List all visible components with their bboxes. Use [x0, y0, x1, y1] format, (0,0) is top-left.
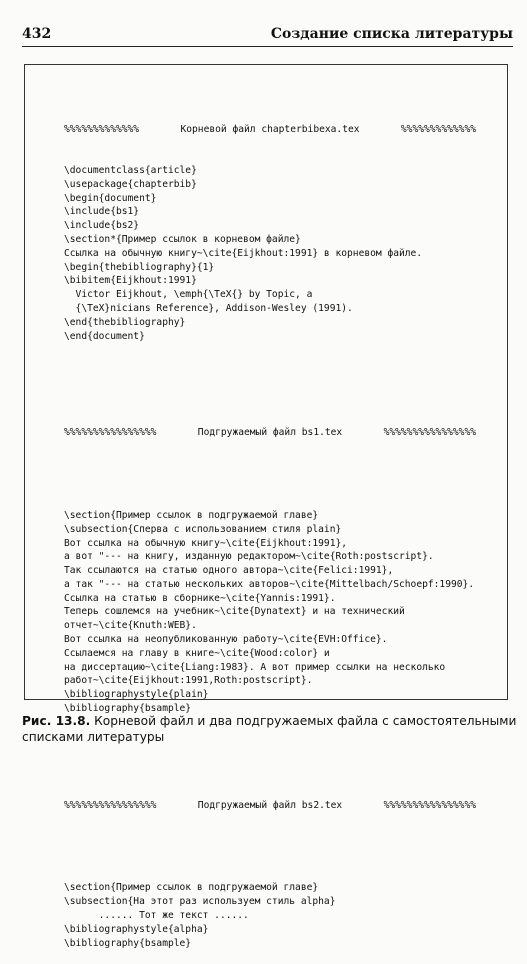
figure-caption [22, 713, 518, 745]
code-line: а вот "--- на книгу, изданную редактором~\cite{Roth:postscript}. [64, 551, 434, 563]
code-line: \bibliography{bsample} [64, 703, 192, 715]
banner-left: %%%%%%%%%%%%%%%% [64, 799, 157, 811]
code-line: \bibliographystyle{plain} [64, 689, 209, 701]
banner-left: %%%%%%%%%%%%%%%% [64, 427, 157, 439]
code-line: Ссылаемся на главу в книге~\cite{Wood:color} и [64, 647, 330, 659]
code-line: \section*{Пример ссылок в корневом файле} [64, 233, 301, 245]
code-line: \end{document} [64, 330, 145, 342]
code-line: \usepackage{chapterbib} [64, 178, 197, 190]
code-line: Вот ссылка на неопубликованную работу~\cite{EVH:Office}. [64, 634, 388, 646]
code-line: \bibliography{bsample} [64, 937, 192, 949]
code-line: Так ссылаются на статью одного автора~\cite{Felici:1991}, [64, 565, 394, 577]
code-line: \include{bs2} [64, 220, 140, 232]
main-file-banner [64, 123, 476, 137]
caption-text: Корневой файл и два подгружаемых файла с самостоятельными списками литературы [22, 714, 517, 744]
code-line: \subsection{На этот раз используем стиль alpha} [64, 896, 336, 908]
page-number: 432 [22, 26, 52, 42]
bs2-file-title: Подгружаемый файл bs2.tex [197, 799, 343, 811]
code-line: \bibliographystyle{alpha} [64, 923, 209, 935]
running-title: Создание списка литературы [270, 26, 513, 42]
code-line: на диссертацию~\cite{Liang:1983}. А вот пример ссылки на несколько [64, 661, 446, 673]
code-line: \begin{thebibliography}{1} [64, 261, 215, 273]
code-line: \subsection{Сперва с использованием стиля plain} [64, 523, 342, 535]
code-line: \documentclass{article} [64, 164, 197, 176]
bs2-file-code [64, 881, 514, 950]
code-listing [64, 95, 514, 964]
code-line: работ~\cite{Eijkhout:1991,Roth:postscript}. [64, 675, 313, 687]
header-rule [22, 46, 513, 47]
spacer [64, 840, 514, 854]
code-line: Victor Eijkhout, \emph{\TeX{} by Topic, a [64, 289, 313, 301]
spacer [64, 468, 514, 482]
spacer [64, 757, 514, 771]
code-line: \section{Пример ссылок в подгружаемой главе} [64, 882, 319, 894]
code-line: \bibitem{Eijkhout:1991} [64, 275, 197, 287]
code-line: а так "--- на статью нескольких авторов~\cite{Mittelbach/Schoepf:1990}. [64, 578, 475, 590]
running-header [22, 26, 513, 44]
code-line: ...... Тот же текст ...... [64, 910, 249, 922]
code-line: \end{thebibliography} [64, 316, 186, 328]
code-line: {\TeX}nicians Reference}, Addison-Wesley (1991). [64, 302, 353, 314]
caption-label: Рис. 13.8. [22, 714, 91, 728]
code-line: Теперь сошлемся на учебник~\cite{Dynatext} и на технический [64, 606, 405, 618]
code-line: \begin{document} [64, 192, 157, 204]
code-line: \section{Пример ссылок в подгружаемой главе} [64, 509, 319, 521]
banner-right: %%%%%%%%%%%%%%%% [383, 427, 476, 439]
code-line: отчет~\cite{Knuth:WEB}. [64, 620, 197, 632]
banner-right: %%%%%%%%%%%%%%%% [383, 799, 476, 811]
bs1-file-title: Подгружаемый файл bs1.tex [197, 427, 343, 439]
code-line: \include{bs1} [64, 206, 140, 218]
code-line: Ссылка на статью в сборнике~\cite{Yannis:1991}. [64, 592, 336, 604]
main-file-title: Корневой файл chapterbibexa.tex [180, 123, 360, 135]
bs1-file-code [64, 509, 514, 716]
banner-right: %%%%%%%%%%%%% [400, 123, 476, 135]
main-file-code [64, 164, 514, 343]
bs1-file-banner [64, 426, 476, 440]
code-line: Вот ссылка на обычную книгу~\cite{Eijkhout:1991}, [64, 537, 348, 549]
code-line: Ссылка на обычную книгу~\cite{Eijkhout:1991} в корневом файле. [64, 247, 423, 259]
spacer [64, 385, 514, 399]
bs2-file-banner [64, 799, 476, 813]
banner-left: %%%%%%%%%%%%% [64, 123, 140, 135]
